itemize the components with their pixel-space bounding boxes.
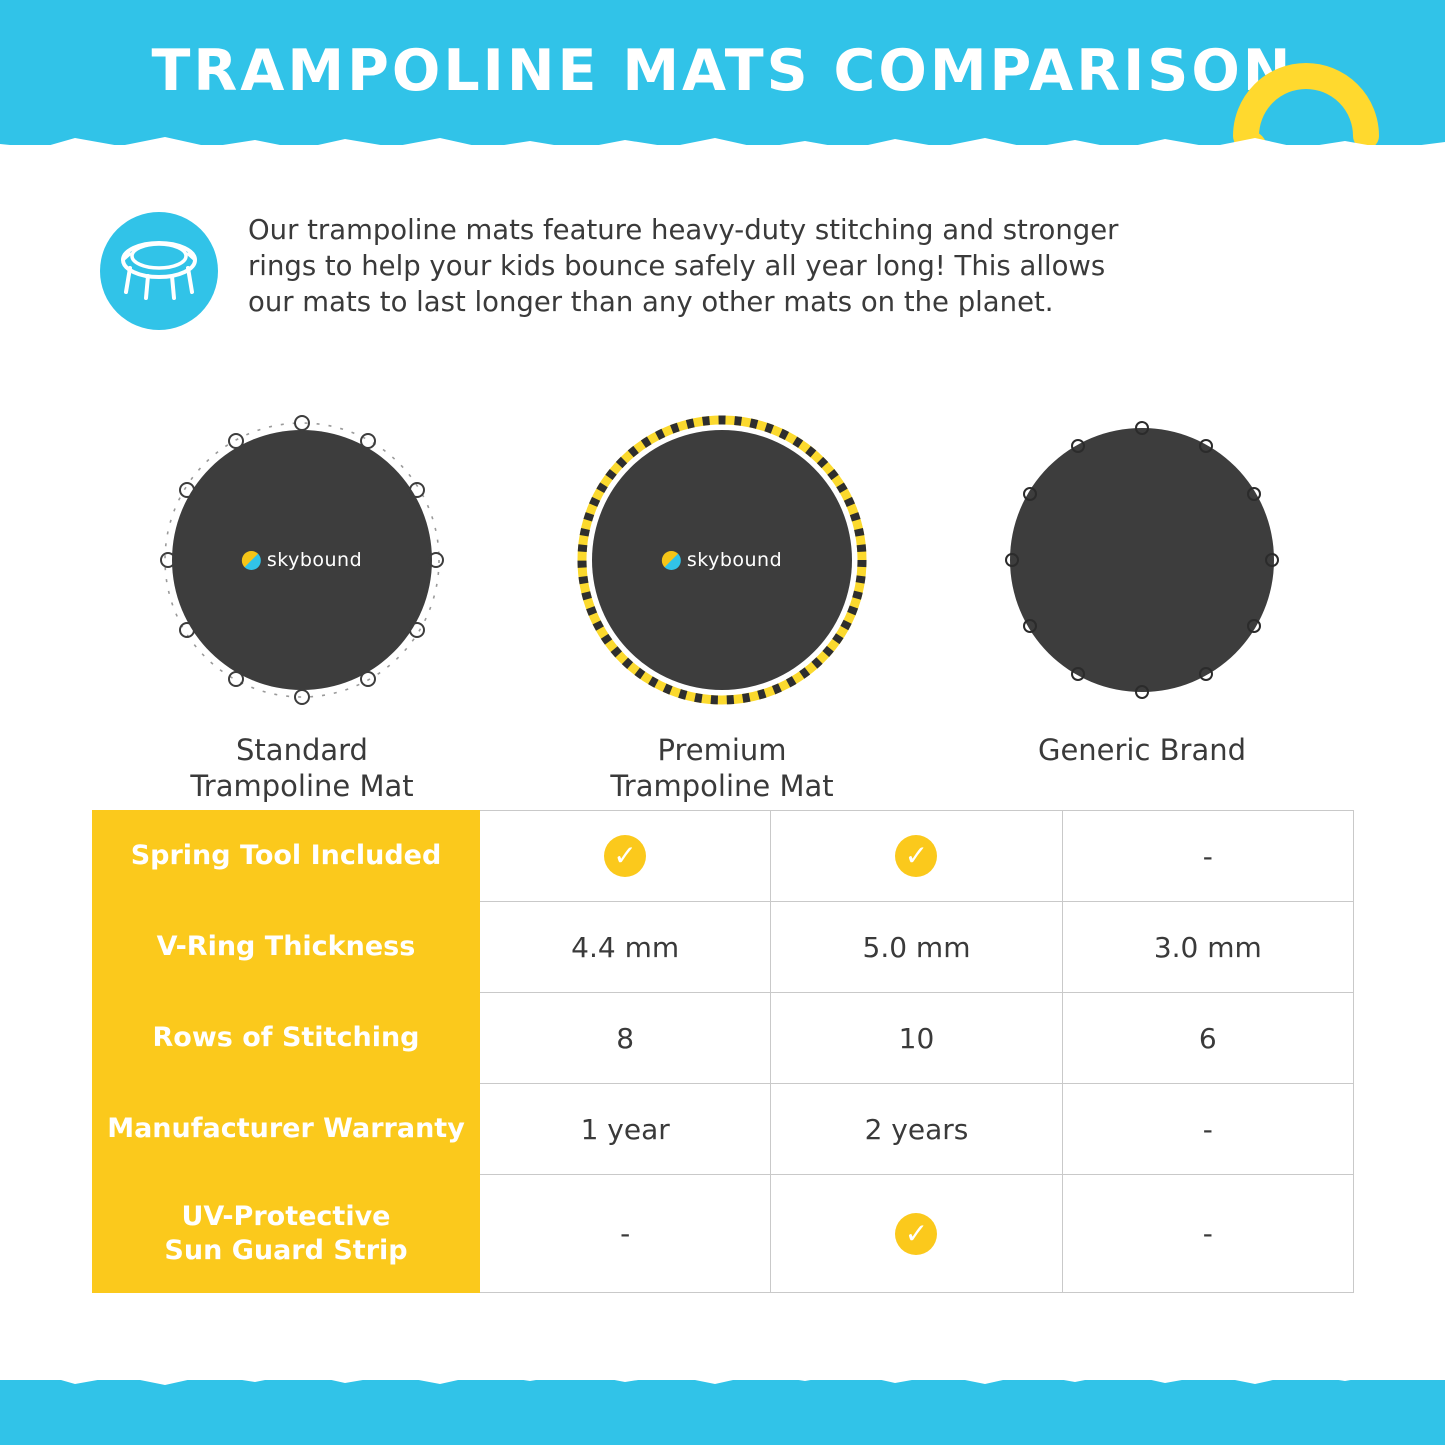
- product-standard: [92, 410, 512, 804]
- premium-mat-image: [572, 410, 872, 710]
- cell-generic: 3.0 mm: [1062, 902, 1353, 993]
- torn-edge-top: [0, 132, 1445, 154]
- feature-label-line1: UV-Protective: [181, 1200, 391, 1232]
- cell-generic: -: [1062, 1175, 1353, 1293]
- skybound-logo-icon: [662, 551, 681, 570]
- cell-premium: 5.0 mm: [771, 902, 1062, 993]
- table-row: [93, 993, 1354, 1084]
- cell-premium: 10: [771, 993, 1062, 1084]
- feature-label-line2: Sun Guard Strip: [164, 1234, 408, 1266]
- cell-premium: [771, 1175, 1062, 1293]
- feature-label: Spring Tool Included: [93, 811, 480, 902]
- comparison-table: [92, 810, 1354, 1293]
- cell-standard: -: [480, 1175, 771, 1293]
- cell-premium: [771, 811, 1062, 902]
- intro-text: Our trampoline mats feature heavy-duty stitching and stronger rings to help your kids bounce safely all year long! This allows our mats to last longer than any other mats on the planet.: [248, 214, 1119, 318]
- product-generic-line1: Generic Brand: [1037, 733, 1247, 767]
- table-row: [93, 811, 1354, 902]
- brand-badge-standard: [242, 549, 362, 571]
- brand-name: skybound: [266, 549, 363, 571]
- page-title: TRAMPOLINE MATS COMPARISON: [151, 38, 1294, 104]
- product-standard-label: [190, 732, 413, 804]
- trampoline-icon: [100, 212, 218, 330]
- product-premium-line2: Trampoline Mat: [610, 769, 834, 803]
- product-row: [92, 410, 1352, 804]
- brand-name: skybound: [686, 549, 783, 571]
- check-icon: ✓: [604, 835, 646, 877]
- product-premium-line1: Premium: [657, 733, 787, 767]
- table-row: [93, 1084, 1354, 1175]
- product-premium-label: [610, 732, 833, 804]
- torn-edge-bottom: [0, 1368, 1445, 1390]
- cell-standard: [480, 811, 771, 902]
- feature-label: Manufacturer Warranty: [93, 1084, 480, 1175]
- cell-generic: 6: [1062, 993, 1353, 1084]
- table-row: [93, 902, 1354, 993]
- intro-block: [100, 212, 1120, 330]
- check-icon: ✓: [895, 835, 937, 877]
- generic-mat-image: [992, 410, 1292, 710]
- feature-label: [93, 1175, 480, 1293]
- product-premium: [512, 410, 932, 804]
- check-icon: ✓: [895, 1213, 937, 1255]
- product-standard-line2: Trampoline Mat: [190, 769, 414, 803]
- cell-generic: -: [1062, 1084, 1353, 1175]
- feature-label: Rows of Stitching: [93, 993, 480, 1084]
- brand-badge-premium: [662, 549, 782, 571]
- product-generic: [932, 410, 1352, 804]
- cell-standard: 1 year: [480, 1084, 771, 1175]
- skybound-logo-icon: [242, 551, 261, 570]
- table-row: [93, 1175, 1354, 1293]
- standard-mat-image: [152, 410, 452, 710]
- cell-premium: 2 years: [771, 1084, 1062, 1175]
- cell-generic: -: [1062, 811, 1353, 902]
- product-standard-line1: Standard: [236, 733, 368, 767]
- cell-standard: 4.4 mm: [480, 902, 771, 993]
- cell-standard: 8: [480, 993, 771, 1084]
- feature-label: V-Ring Thickness: [93, 902, 480, 993]
- product-generic-label: [1038, 732, 1246, 768]
